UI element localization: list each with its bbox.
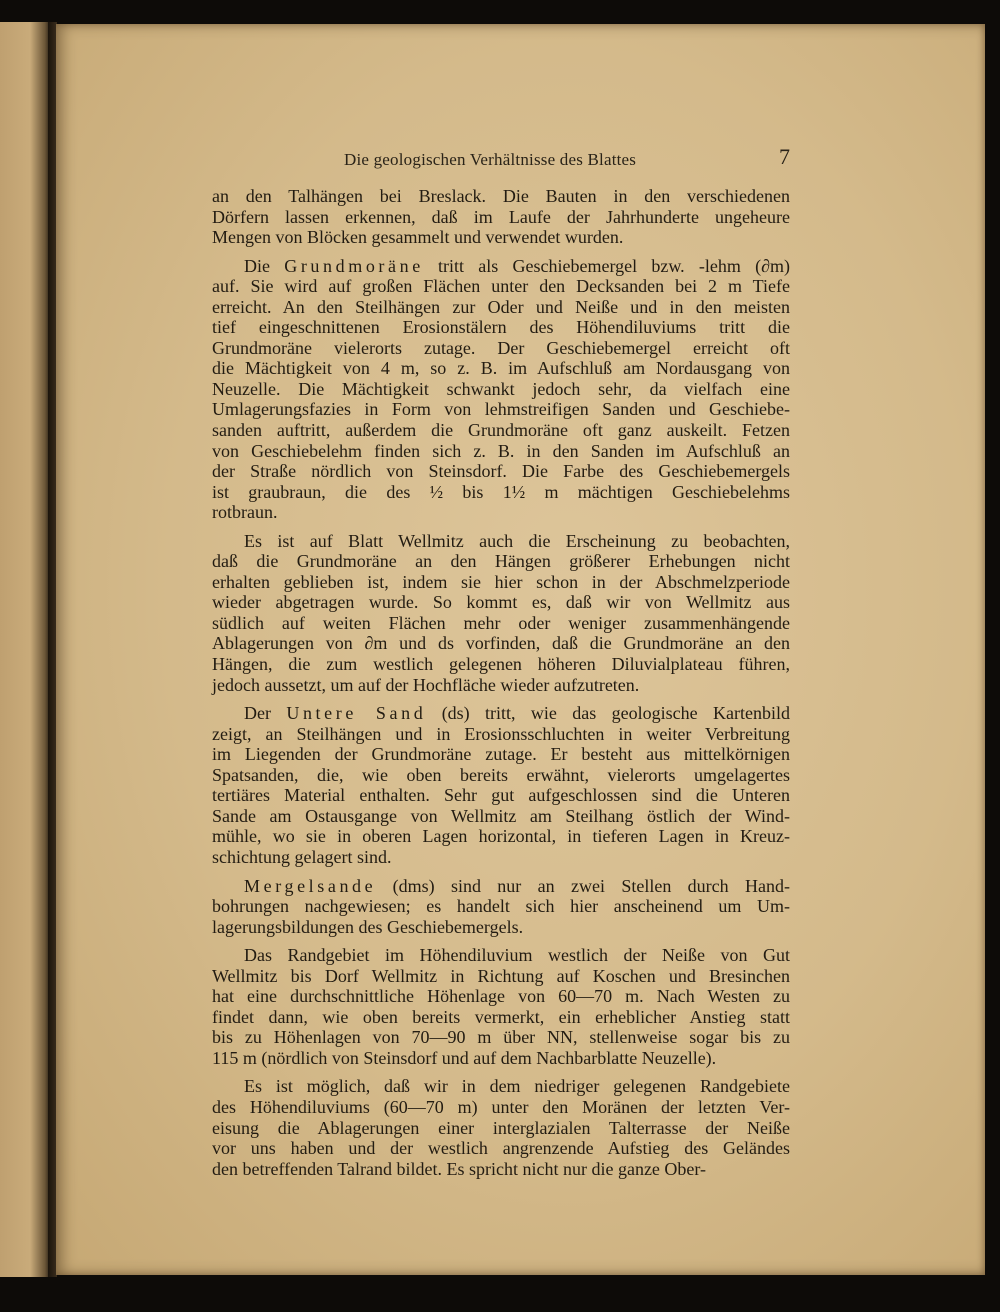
line-rest: (ds) tritt, wie das geologische Kartenbild	[426, 703, 790, 724]
left-page-edge	[0, 22, 50, 1277]
text-line: der Straße nördlich von Steinsdorf. Die Farbe des Geschiebemergels	[212, 461, 790, 482]
text-line: auf. Sie wird auf großen Flächen unter den Decksanden bei 2 m Tiefe	[212, 276, 790, 297]
text-line: Hängen, die zum westlich gelegenen höheren Diluvialplateau führen,	[212, 654, 790, 675]
text-line: eisung die Ablagerungen einer interglazialen Talterrasse der Neiße	[212, 1117, 790, 1138]
text-line: sanden auftritt, außerdem die Grundmoräne oft ganz auskeilt. Fetzen	[212, 420, 790, 441]
text-line: bis zu Höhenlagen von 70—90 m über NN, stellenweise sogar bis zu	[212, 1027, 790, 1048]
text-line: daß die Grundmoräne an den Hängen größerer Erhebungen nicht	[212, 551, 790, 572]
text-line: erreicht. An den Steilhängen zur Oder und Neiße und in den meisten	[212, 296, 790, 317]
line-rest: tritt als Geschiebemergel bzw. -lehm (∂m)	[423, 255, 790, 276]
text-line: rotbraun.	[212, 502, 278, 523]
text-line	[212, 256, 790, 277]
line-lead: Der	[244, 703, 287, 724]
spaced-term: Grundmoräne	[284, 255, 424, 276]
text-line: Ablagerungen von ∂m und ds vorfinden, daß die Grundmoräne an den	[212, 633, 790, 654]
text-line: südlich auf weiten Flächen mehr oder weniger zusammenhängende	[212, 612, 790, 633]
text-line: im Liegenden der Grundmoräne zutage. Er besteht aus mittelkörnigen	[212, 744, 790, 765]
text-line: hat eine durchschnittliche Höhenlage von 60—70 m. Nach Westen zu	[212, 986, 790, 1007]
text-line: tief eingeschnittenen Erosionstälern des Höhendiluviums tritt die	[212, 317, 790, 338]
text-line: an den Talhängen bei Breslack. Die Bauten in den verschiedenen	[212, 186, 790, 206]
text-line: Grundmoräne vielerorts zutage. Der Geschiebemergel erreicht oft	[212, 337, 790, 358]
text-line: Es ist möglich, daß wir in dem niedriger gelegenen Randgebiete	[244, 1076, 790, 1097]
paragraph	[212, 186, 790, 248]
running-title: Die geologischen Verhältnisse des Blattes	[344, 150, 637, 169]
spaced-term: Mergelsande	[244, 875, 377, 896]
text-line: des Höhendiluviums (60—70 m) unter den Moränen der letzten Ver-	[212, 1096, 790, 1117]
text-line: findet dann, wie oben bereits vermerkt, ein erheblicher Anstieg statt	[212, 1006, 790, 1027]
text-line: mühle, wo sie in oberen Lagen horizontal, in tieferen Lagen in Kreuz-	[212, 826, 790, 847]
text-line: bohrungen nachgewiesen; es handelt sich hier anscheinend um Um-	[212, 896, 790, 917]
text-line: schichtung gelagert sind.	[212, 846, 392, 867]
paragraph	[212, 876, 790, 938]
line-rest: (dms) sind nur an zwei Stellen durch Hand-	[376, 875, 790, 896]
paragraph	[212, 531, 790, 695]
text-line: die Mächtigkeit von 4 m, so z. B. im Aufschluß am Nordausgang von	[212, 358, 790, 379]
paragraph	[212, 945, 790, 1068]
text-line: den betreffenden Talrand bildet. Es spricht nicht nur die ganze Ober-	[212, 1158, 707, 1179]
text-line: ist graubraun, die des ½ bis 1½ m mächtigen Geschiebelehms	[212, 481, 790, 502]
text-line: Neuzelle. Die Mächtigkeit schwankt jedoch sehr, da vielfach eine	[212, 378, 790, 399]
text-line: zeigt, an Steilhängen und in Erosionsschluchten in weiter Verbreitung	[212, 723, 790, 744]
text-line: Wellmitz bis Dorf Wellmitz in Richtung auf Koschen und Bresinchen	[212, 965, 790, 986]
text-line: wieder abgetragen wurde. So kommt es, daß wir von Wellmitz aus	[212, 592, 790, 613]
text-line: Umlagerungsfazies in Form von lehmstreifigen Sanden und Geschiebe-	[212, 399, 790, 420]
text-line: 115 m (nördlich von Steinsdorf und auf dem Nachbarblatte Neuzelle).	[212, 1047, 717, 1068]
spaced-term: Untere Sand	[286, 703, 427, 724]
text-body	[212, 186, 790, 1187]
line-lead: Die	[244, 255, 285, 276]
text-line: Mengen von Blöcken gesammelt und verwendet wurden.	[212, 227, 624, 248]
text-line: tertiäres Material enthalten. Sehr gut aufgeschlossen sind die Unteren	[212, 785, 790, 806]
page-number: 7	[779, 144, 790, 169]
text-line: Dörfern lassen erkennen, daß im Laufe der Jahrhunderte ungeheure	[212, 206, 790, 227]
text-line: von Geschiebelehm finden sich z. B. in den Sanden im Aufschluß an	[212, 440, 790, 461]
text-line: Sande am Ostausgange von Wellmitz am Steilhang östlich der Wind-	[212, 805, 790, 826]
text-line: Es ist auf Blatt Wellmitz auch die Erscheinung zu beobachten,	[244, 530, 790, 551]
text-line: erhalten geblieben ist, indem sie hier schon in der Abschmelzperiode	[212, 571, 790, 592]
text-line: lagerungsbildungen des Geschiebemergels.	[212, 916, 524, 937]
text-line	[212, 703, 790, 724]
paragraph	[212, 256, 790, 523]
text-line: Spatsanden, die, wie oben bereits erwähnt, vielerorts umgelagertes	[212, 764, 790, 785]
page-header	[344, 144, 794, 174]
paragraph	[212, 1076, 790, 1179]
paragraph	[212, 703, 790, 867]
text-line: vor uns haben und der westlich angrenzende Aufstieg des Geländes	[212, 1138, 790, 1159]
text-line: jedoch aussetzt, um auf der Hochfläche wieder aufzutreten.	[212, 674, 640, 695]
text-line: Das Randgebiet im Höhendiluvium westlich der Neiße von Gut	[244, 945, 790, 966]
text-line	[212, 876, 790, 897]
